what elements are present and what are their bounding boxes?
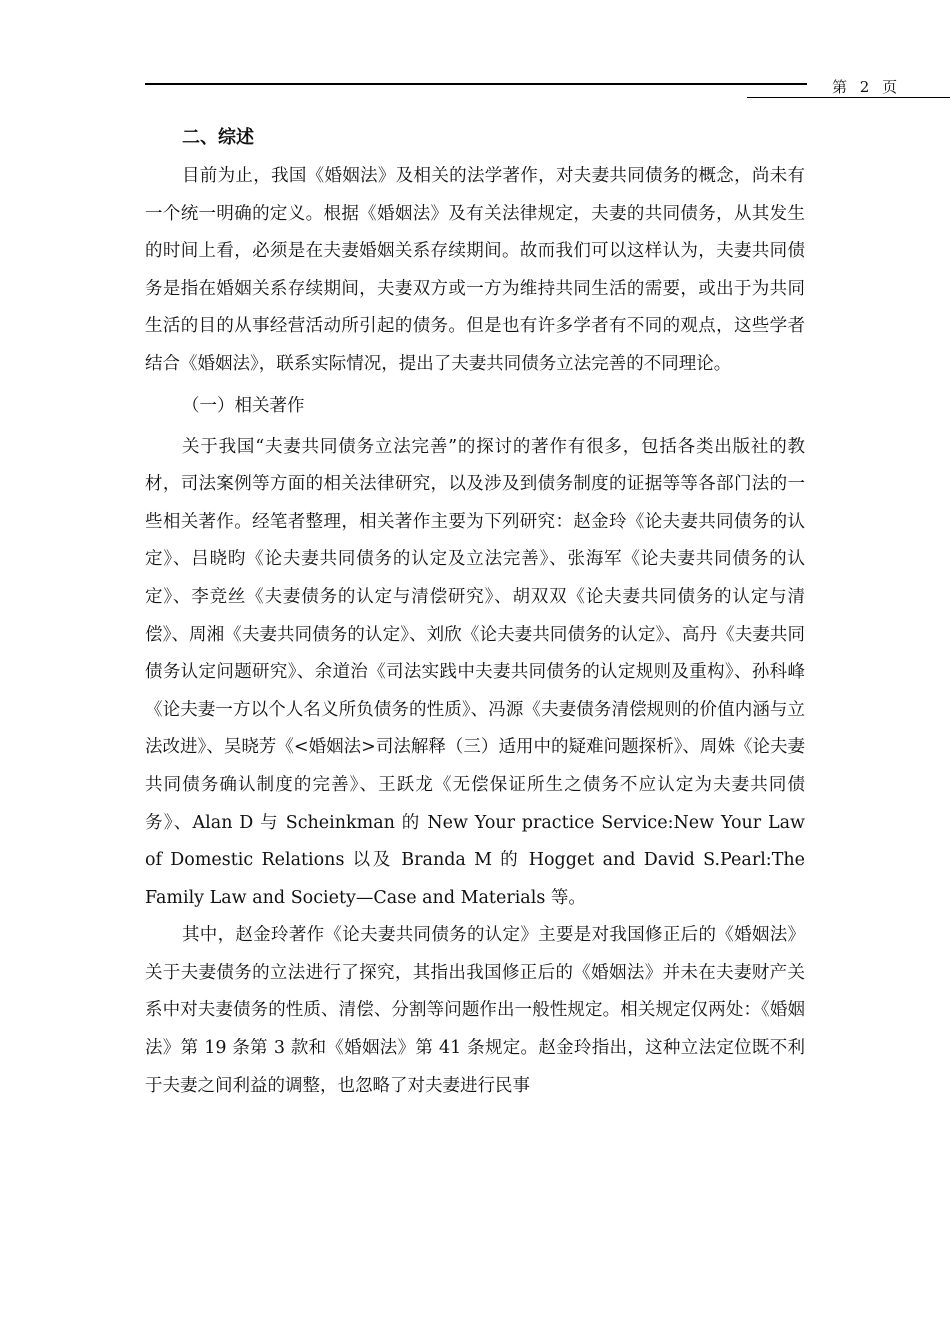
paragraph-related-works: 关于我国“夫妻共同债务立法完善”的探讨的著作有很多，包括各类出版社的教材，司法案例等方面的相关法律研究，以及涉及到债务制度的证据等等各部门法的一些相关著作。经笔者整理，相关著作主要为下列研究：赵金玲《论夫妻共同债务的认定》、吕晓昀《论夫妻共同债务的认定及立法完善》、张海军《论夫妻共同债务的认定》、李竞丝《夫妻债务的认定与清偿研究》、胡双双《论夫妻共同债务的认定与清偿》、周湘《夫妻共同债务的认定》、刘欣《论夫妻共同债务的认定》、高丹《夫妻共同债务认定问题研究》、余道治《司法实践中夫妻共同债务的认定规则及重构》、孙科峰《论夫妻一方以个人名义所负债务的性质》、冯源《夫妻债务清偿规则的价值内涵与立法改进》、吴晓芳《<婚姻法>司法解释（三）适用中的疑难问题探析》、周姝《论夫妻共同债务确认制度的完善》、王跃龙《无偿保证所生之债务不应认定为夫妻共同债务》、Alan D 与 Scheinkman 的 New Your practice Service:New Your Law of Domestic Relations 以及 Branda M 的 Hogget and David S.Pearl:The Family Law and Society—Case and Materials 等。 [145,436,805,908]
paragraph-definition: 目前为止，我国《婚姻法》及相关的法学著作，对夫妻共同债务的概念，尚未有一个统一明确的定义。根据《婚姻法》及有关法律规定，夫妻的共同债务，从其发生的时间上看，必须是在夫妻婚姻关系存续期间。故而我们可以这样认为，夫妻共同债务是指在婚姻关系存续期间，夫妻双方或一方为维持共同生活的需要，或出于为共同生活的目的从事经营活动所引起的债务。但是也有许多学者有不同的观点，这些学者结合《婚姻法》，联系实际情况，提出了夫妻共同债务立法完善的不同理论。 [145,166,805,374]
document-body [145,118,805,1105]
page-number: 第 2 页 [832,78,902,96]
page-number-rule [747,97,950,98]
section-heading: 二、综述 [182,127,254,148]
paragraph-zhao-jinling: 其中，赵金玲著作《论夫妻共同债务的认定》主要是对我国修正后的《婚姻法》关于夫妻债务的立法进行了探究，其指出我国修正后的《婚姻法》并未在夫妻财产关系中对夫妻债务的性质、清偿、分割等问题作出一般性规定。相关规定仅两处：《婚姻法》第 19 条第 3 款和《婚姻法》第 41 条规定。赵金玲指出，这种立法定位既不利于夫妻之间利益的调整，也忽略了对夫妻进行民事 [145,925,805,1096]
subheading-related-works: （一）相关著作 [182,395,305,416]
header-rule [145,83,807,85]
